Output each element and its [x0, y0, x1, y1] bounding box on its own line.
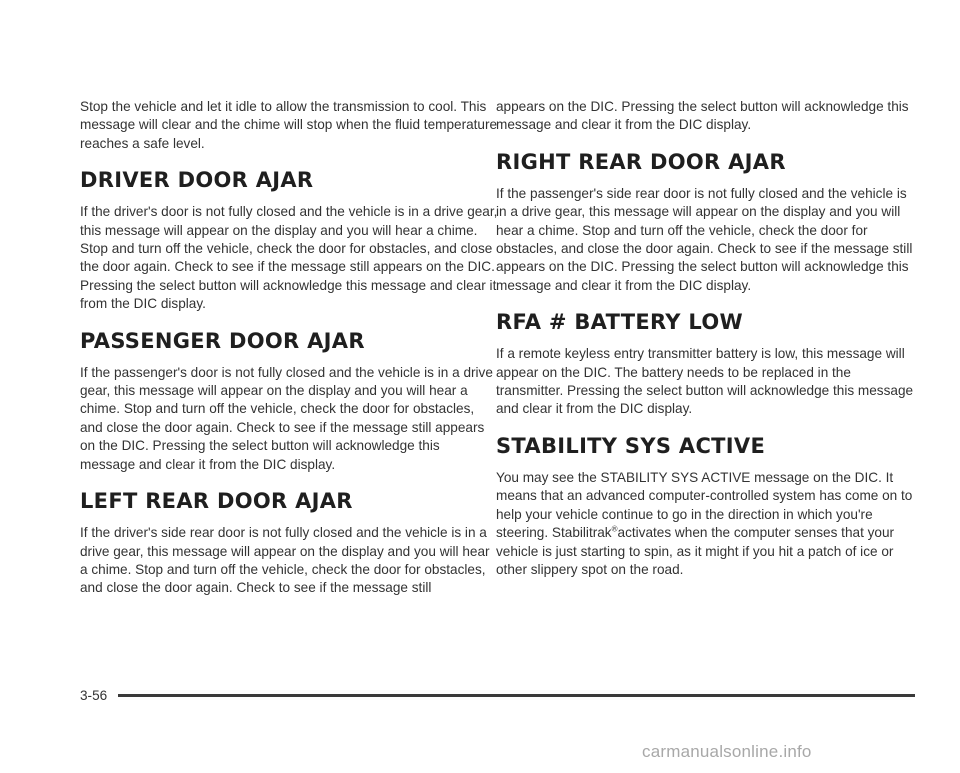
heading-passenger-door-ajar: PASSENGER DOOR AJAR: [80, 328, 365, 353]
left-column: [80, 98, 498, 612]
passenger-door-ajar-text: If the passenger's door is not fully closed and the vehicle is in a drive gear, this message will appear on the display and you will hear a chime. Stop and turn off the vehicle, check the door for obstacles, and close the door again. Check to see if the message still appears on the DIC. Pressing the select button will acknowledge this message and clear it from the DIC display.: [80, 364, 493, 472]
registered-mark: ®: [611, 524, 618, 534]
intro-paragraph: Stop the vehicle and let it idle to allow the transmission to cool. This message will clear and the chime will stop when the fluid temperature reaches a safe level.: [80, 99, 498, 151]
footer-rule: [118, 694, 915, 697]
stability-text-part-1: You may see the STABILITY SYS ACTIVE message on the DIC. It means that an advanced computer-controlled system has come on to help your vehicle continue to go in the direction in which you're steering. Stabilitrak: [496, 469, 913, 541]
heading-rfa-battery-low: RFA # BATTERY LOW: [496, 310, 743, 335]
page-number: 3-56: [80, 688, 108, 703]
rfa-battery-low-text: If a remote keyless entry transmitter battery is low, this message will appear on the DIC. The battery needs to be replaced in the transmitter. Pressing the select button will acknowledge this message and clear it from the DIC display.: [496, 346, 914, 417]
left-rear-door-ajar-text: If the driver's side rear door is not fully closed and the vehicle is in a drive gear, this message will appear on the display and you will hear a chime. Stop and turn off the vehicle, check the door for obstacles, and close the door again. Check to see if the message still: [80, 525, 490, 596]
heading-left-rear-door-ajar: LEFT REAR DOOR AJAR: [80, 489, 353, 514]
heading-stability-sys-active: STABILITY SYS ACTIVE: [496, 433, 766, 458]
continuation-paragraph: appears on the DIC. Pressing the select button will acknowledge this message and clear it from the DIC display.: [496, 99, 909, 133]
right-rear-door-ajar-text: If the passenger's side rear door is not fully closed and the vehicle is in a drive gear, this message will appear on the display and you will hear a chime. Stop and turn off the vehicle, check the door for obstacles, and close the door again. Check to see if the message still appears on the DIC. Pressing the select button will acknowledge this message and clear it from the DIC display.: [496, 185, 913, 293]
heading-right-rear-door-ajar: RIGHT REAR DOOR AJAR: [496, 149, 786, 174]
watermark-link[interactable]: carmanualsonline.info: [642, 742, 812, 761]
right-column: [496, 98, 914, 593]
stability-text-part-2: activates when the computer senses that your vehicle is just starting to spin, as it might if you hit a patch of ice or other slippery spot on the road.: [496, 525, 895, 577]
driver-door-ajar-text: If the driver's door is not fully closed and the vehicle is in a drive gear, this message will appear on the display and you will hear a chime. Stop and turn off the vehicle, check the door for obstacles, and close the door again. Check to see if the message still appears on the DIC. Pressing the select button will acknowledge this message and clear it from the DIC display.: [80, 204, 498, 312]
heading-driver-door-ajar: DRIVER DOOR AJAR: [80, 168, 314, 193]
stability-sys-active-text: [496, 469, 914, 579]
